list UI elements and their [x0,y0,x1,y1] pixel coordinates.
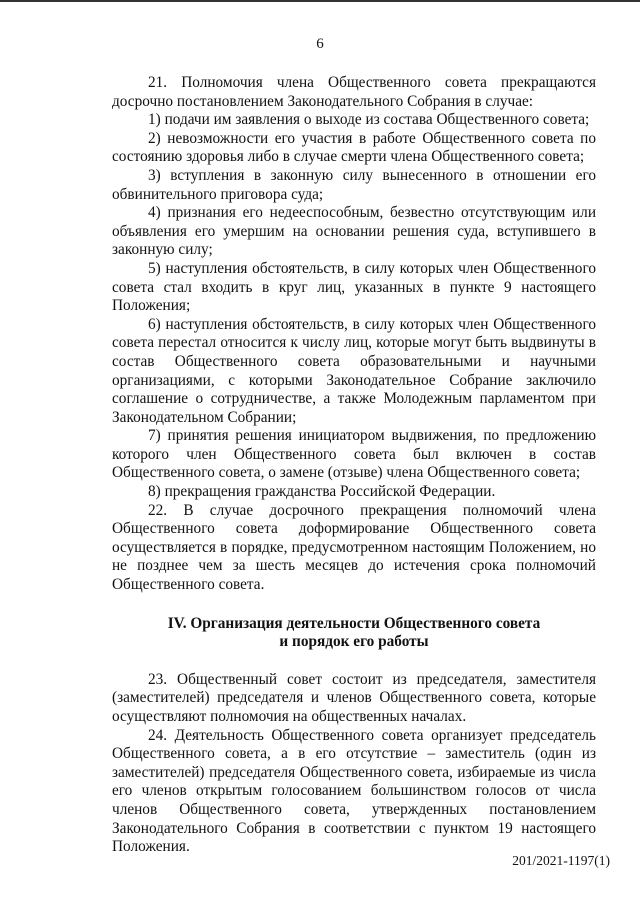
document-body [112,74,596,857]
list-item-5: 5) наступления обстоятельств, в силу которых член Общественного совета стал входить в круг лиц, указанных в пункте 9 настоящего Положения; [112,259,596,315]
section-heading-line1: IV. Организация деятельности Общественного совета [167,614,541,632]
list-item-6: 6) наступления обстоятельств, в силу которых член Общественного совета перестал относится к числу лиц, которые могут быть выдвинуты в состав Общественного совета образовательными и научными организациями, с которыми Законодательное Собрание заключило соглашение о сотрудничестве, а также Молодежным парламентом при Законодательном Собрании; [112,315,596,426]
section-heading-line2: и порядок его работы [279,633,429,651]
document-number: 201/2021-1197(1) [512,853,610,868]
list-item-8: 8) прекращения гражданства Российской Федерации. [148,483,496,501]
paragraph-22: 22. В случае досрочного прекращения полномочий члена Общественного совета доформирование Общественного совета осуществляется в порядке, предусмотренном настоящим Положением, но не позднее чем за шесть месяцев до истечения срока полномочий Общественного совета. [112,501,596,594]
top-border-line [0,0,640,2]
page-number: 6 [316,36,324,52]
paragraph-21: 21. Полномочия члена Общественного совета прекращаются досрочно постановлением Законодательного Собрания в случае: [112,74,596,110]
list-item-7: 7) принятия решения инициатором выдвижения, по предложению которого член Общественного совета был включен в состав Общественного совета, о замене (отзыве) члена Общественного совета; [112,427,596,482]
list-item-3: 3) вступления в законную силу вынесенного в отношении его обвинительного приговора суда; [112,166,596,203]
list-item-4: 4) признания его недееспособным, безвестно отсутствующим или объявления его умершим на основании решения суда, вступившего в законную силу; [112,204,596,259]
paragraph-24: 24. Деятельность Общественного совета организует председатель Общественного совета, а в его отсутствие – заместитель (один из заместителей) председателя Общественного совета, избираемые из числа его членов открытым голосованием большинством голосов от числа членов Общественного совета, утвержденных постановлением Законодательного Собрания в соответствии с пунктом 19 настоящего Положения. [112,726,596,856]
paragraph-23: 23. Общественный совет состоит из председателя, заместителя (заместителей) председателя и членов Общественного совета, которые осуществляют полномочия на общественных началах. [112,670,596,725]
list-item-1: 1) подачи им заявления о выходе из состава Общественного совета; [148,111,590,129]
list-item-2: 2) невозможности его участия в работе Общественного совета по состоянию здоровья либо в случае смерти члена Общественного совета; [112,129,596,166]
